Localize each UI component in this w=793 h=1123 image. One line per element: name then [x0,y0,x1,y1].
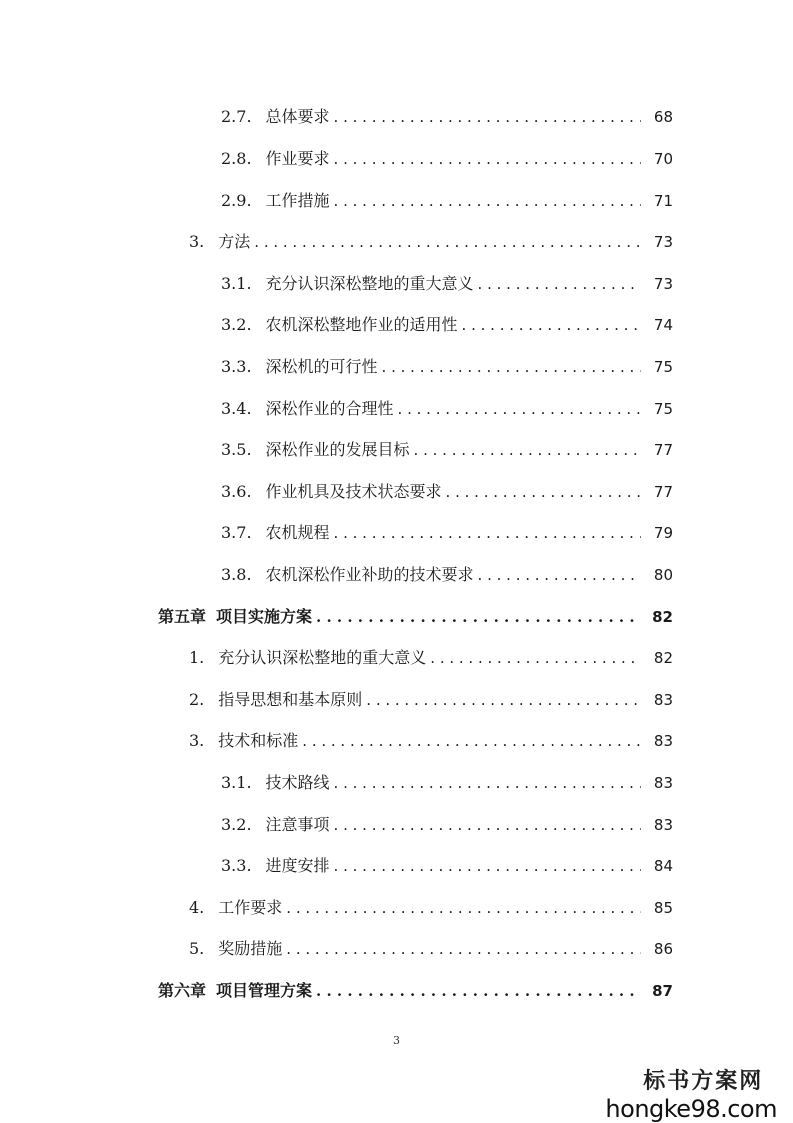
toc-entry-page: 82 [653,649,673,667]
toc-entry-number: 3.1. [221,274,252,293]
toc-entry-title: 作业机具及技术状态要求 [265,482,442,501]
toc-entry-number: 5. [189,939,205,958]
toc-entry-title: 农机规程 [265,523,330,542]
toc-entry[interactable] [221,813,673,837]
toc-entry-page: 83 [653,732,673,750]
toc-entry[interactable] [221,313,673,337]
toc-entry-title: 方法 [218,232,251,251]
toc-entry-title: 深松作业的合理性 [265,399,394,418]
toc-entry-title: 项目实施方案 [216,607,313,626]
toc-entry-number: 3.2. [221,315,252,334]
toc-entry[interactable] [189,729,673,753]
toc-entry-page: 82 [652,608,673,626]
toc-entry-number: 4. [189,898,205,917]
dot-leader [286,896,641,920]
toc-entry-number: 3.2. [221,815,252,834]
toc-entry[interactable] [221,105,673,129]
dot-leader [478,563,641,587]
toc-entry-title: 注意事项 [265,815,330,834]
toc-entry-title: 指导思想和基本原则 [218,690,363,709]
toc-entry-page: 73 [653,233,673,251]
toc-entry-title: 农机深松作业补助的技术要求 [265,565,474,584]
dot-leader [334,771,641,795]
toc-entry-page: 87 [652,982,673,1000]
toc-entry[interactable] [189,896,673,920]
toc-entry[interactable] [221,397,673,421]
dot-leader [414,438,641,462]
dot-leader [316,979,641,1003]
dot-leader [430,646,641,670]
toc-entry[interactable] [221,771,673,795]
toc-entry[interactable] [221,521,673,545]
toc-entry-number: 第五章 [158,607,207,626]
toc-entry[interactable] [221,563,673,587]
dot-leader [398,397,641,421]
toc-entry[interactable] [221,272,673,296]
toc-entry-number: 3.5. [221,440,252,459]
toc-entry-page: 68 [653,108,673,126]
toc-chapter-entry[interactable] [158,605,673,629]
toc-entry[interactable] [189,688,673,712]
toc-chapter-entry[interactable] [158,979,673,1003]
toc-entry-page: 73 [653,275,673,293]
toc-entry-title: 项目管理方案 [216,981,313,1000]
dot-leader [334,189,641,213]
toc-entry-page: 71 [653,192,673,210]
toc-entry-number: 第六章 [158,981,207,1000]
toc-entry-number: 2.7. [221,107,252,126]
dot-leader [302,729,641,753]
watermark-cn-text: 标书方案网 [643,1069,764,1094]
dot-leader [316,605,641,629]
dot-leader [382,355,641,379]
dot-leader [334,854,641,878]
page-number: 3 [393,1034,400,1047]
toc-entry[interactable] [221,189,673,213]
toc-entry-title: 技术和标准 [218,731,299,750]
dot-leader [446,480,641,504]
toc-entry-page: 80 [653,566,673,584]
toc-entry-page: 86 [653,940,673,958]
toc-entry-page: 74 [653,316,673,334]
toc-entry[interactable] [221,854,673,878]
toc-entry[interactable] [221,480,673,504]
toc-entry-title: 作业要求 [265,149,330,168]
toc-entry-title: 工作措施 [265,191,330,210]
toc-entry[interactable] [221,438,673,462]
toc-entry-page: 77 [653,441,673,459]
toc-entry-number: 1. [189,648,205,667]
toc-entry[interactable] [189,646,673,670]
toc-entry-title: 奖励措施 [218,939,283,958]
toc-entry-number: 3.7. [221,523,252,542]
toc-entry-title: 农机深松整地作业的适用性 [265,315,458,334]
toc-entry-number: 3. [189,731,205,750]
toc-entry-number: 3.6. [221,482,252,501]
dot-leader [286,937,641,961]
toc-entry-page: 85 [653,899,673,917]
toc-entry-title: 充分认识深松整地的重大意义 [265,274,474,293]
toc-entry-page: 84 [653,857,673,875]
toc-entry-title: 工作要求 [218,898,283,917]
dot-leader [334,813,641,837]
toc-entry-number: 3.3. [221,856,252,875]
toc-entry-title: 充分认识深松整地的重大意义 [218,648,427,667]
dot-leader [334,105,641,129]
toc-entry-title: 深松作业的发展目标 [265,440,410,459]
toc-entry-number: 3.8. [221,565,252,584]
toc-entry-title: 技术路线 [265,773,330,792]
toc-entry-number: 3.1. [221,773,252,792]
site-watermark [605,1068,777,1122]
toc-entry-page: 75 [653,400,673,418]
dot-leader [254,230,641,254]
dot-leader [366,688,641,712]
dot-leader [462,313,641,337]
toc-entry-number: 2.9. [221,191,252,210]
watermark-url-text: hongke98.com [605,1095,777,1123]
toc-entry-page: 83 [653,816,673,834]
toc-entry-title: 总体要求 [265,107,330,126]
toc-entry-number: 2.8. [221,149,252,168]
toc-entry-title: 深松机的可行性 [265,357,378,376]
toc-entry[interactable] [221,147,673,171]
toc-entry-page: 77 [653,483,673,501]
toc-entry-page: 75 [653,358,673,376]
toc-entry-page: 79 [653,524,673,542]
toc-entry-number: 2. [189,690,205,709]
toc-entry-page: 70 [653,150,673,168]
toc-entry-page: 83 [653,774,673,792]
dot-leader [334,147,641,171]
toc-entry[interactable] [189,230,673,254]
toc-entry-title: 进度安排 [265,856,330,875]
toc-entry-number: 3.3. [221,357,252,376]
toc-entry-page: 83 [653,691,673,709]
toc-entry[interactable] [221,355,673,379]
dot-leader [334,521,641,545]
dot-leader [478,272,641,296]
toc-entry-number: 3.4. [221,399,252,418]
toc-entry-number: 3. [189,232,205,251]
toc-entry[interactable] [189,937,673,961]
